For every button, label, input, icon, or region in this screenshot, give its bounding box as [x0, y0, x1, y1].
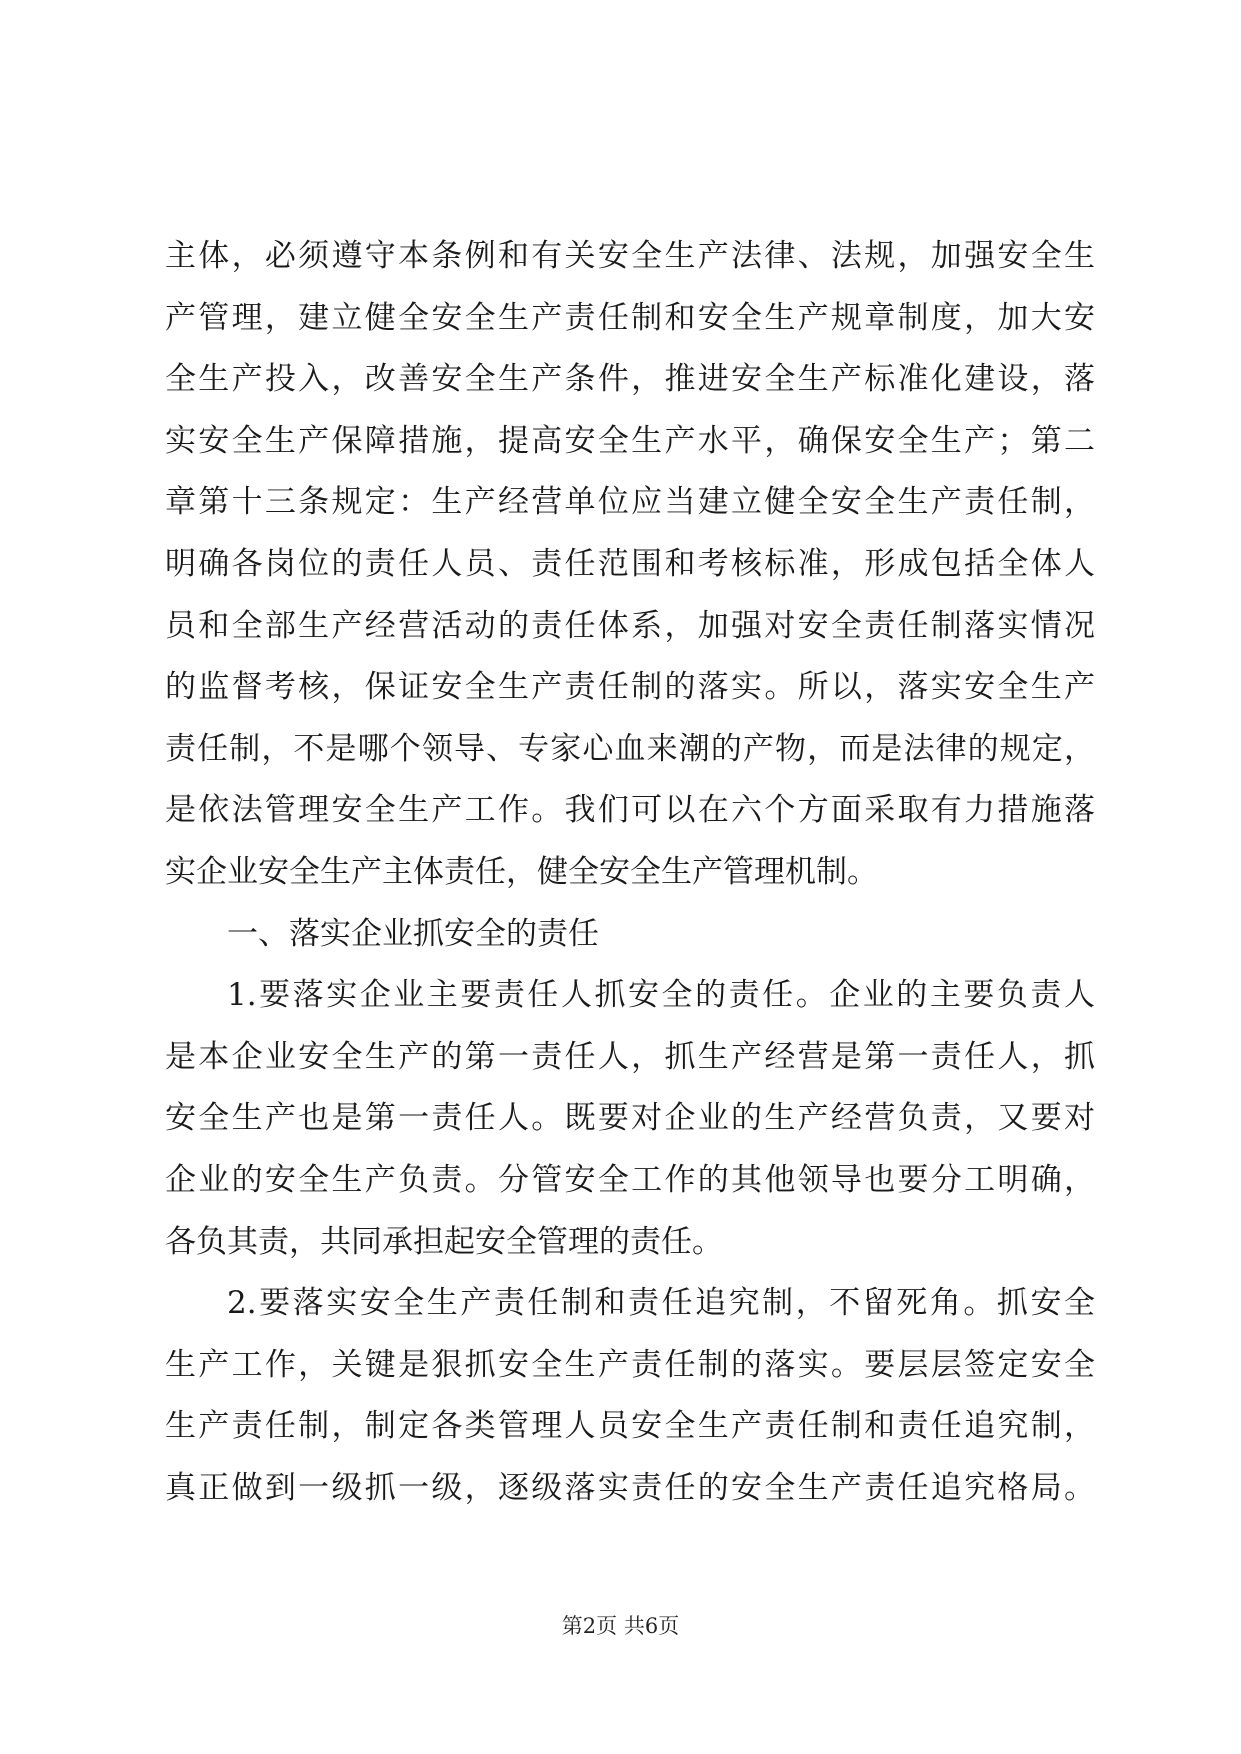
text-line: 企业的安全生产负责。分管安全工作的其他领导也要分工明确， — [165, 1161, 1095, 1198]
text-line: 是依法管理安全生产工作。我们可以在六个方面采取有力措施落 — [165, 792, 1095, 829]
section-heading: 一、落实企业抓安全的责任 — [227, 915, 599, 952]
text-line: 产管理，建立健全安全生产责任制和安全生产规章制度，加大安 — [165, 299, 1095, 336]
body-text — [165, 226, 1095, 1519]
text-line: 实安全生产保障措施，提高安全生产水平，确保安全生产；第二 — [165, 422, 1095, 459]
page-number-footer: 第2页 共6页 — [561, 1614, 680, 1638]
text-line: 责任制，不是哪个领导、专家心血来潮的产物，而是法律的规定， — [165, 730, 1095, 767]
text-line: 是本企业安全生产的第一责任人，抓生产经营是第一责任人，抓 — [165, 1038, 1095, 1075]
text-line: 员和全部生产经营活动的责任体系，加强对安全责任制落实情况 — [165, 607, 1095, 644]
text-line: 实企业安全生产主体责任，健全安全生产管理机制。 — [165, 853, 878, 890]
text-line: 生产责任制，制定各类管理人员安全生产责任制和责任追究制， — [165, 1408, 1095, 1445]
text-line: 1.要落实企业主要责任人抓安全的责任。企业的主要负责人 — [227, 977, 1095, 1014]
text-line: 章第十三条规定：生产经营单位应当建立健全安全生产责任制， — [165, 484, 1095, 521]
text-line: 主体，必须遵守本条例和有关安全生产法律、法规，加强安全生 — [165, 238, 1095, 274]
text-line: 安全生产也是第一责任人。既要对企业的生产经营负责，又要对 — [165, 1100, 1095, 1137]
text-line: 的监督考核，保证安全生产责任制的落实。所以，落实安全生产 — [165, 669, 1095, 706]
text-line: 全生产投入，改善安全生产条件，推进安全生产标准化建设，落 — [165, 361, 1095, 398]
text-line: 真正做到一级抓一级，逐级落实责任的安全生产责任追究格局。 — [165, 1469, 1095, 1506]
text-line: 生产工作，关键是狠抓安全生产责任制的落实。要层层签定安全 — [165, 1346, 1095, 1383]
text-line: 2.要落实安全生产责任制和责任追究制，不留死角。抓安全 — [227, 1285, 1095, 1322]
text-line: 明确各岗位的责任人员、责任范围和考核标准，形成包括全体人 — [165, 545, 1095, 582]
text-line: 各负其责，共同承担起安全管理的责任。 — [165, 1223, 723, 1260]
